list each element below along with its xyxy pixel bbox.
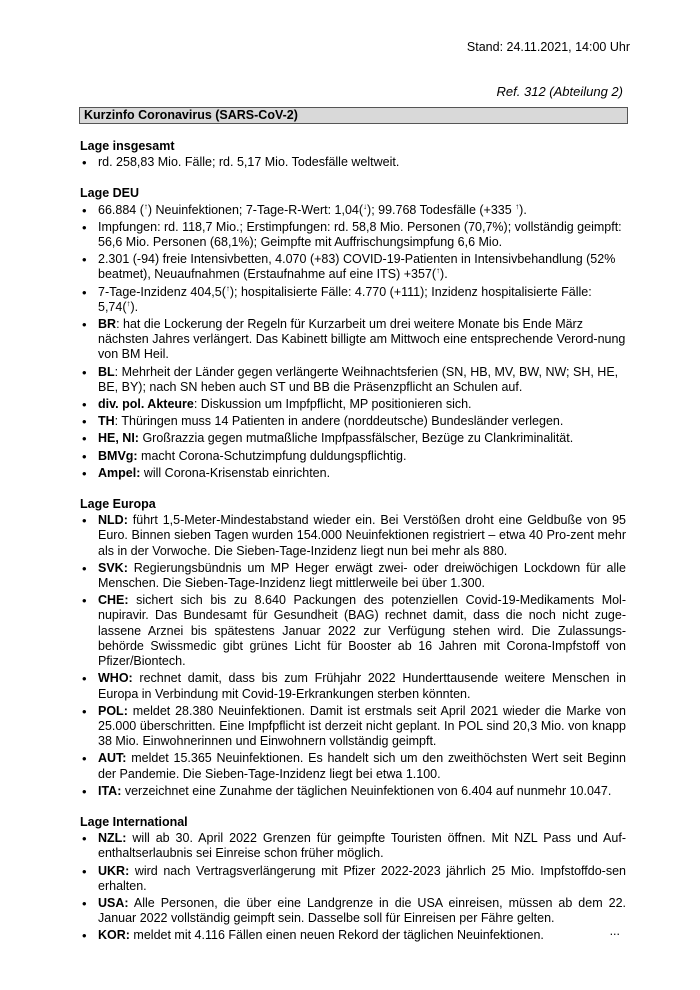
list-item: • BR: hat die Lockerung der Regeln für Kurzarbeit um drei weitere Monate bis Ende März nächsten Jahres verlängert. Das Kabinett billigte am Mittwoch eine entsprechende Verord-nung von BM Heil. xyxy=(80,317,626,363)
list-item: • 7-Tage-Inzidenz 404,5(↑); hospitalisierte Fälle: 4.770 (+111); Inzidenz hospitalisierte Fälle: 5,74(↑). xyxy=(80,285,626,315)
list-item: • WHO: rechnet damit, dass bis zum Frühjahr 2022 Hunderttausende weitere Menschen in Europa in Verbindung mit Covid-19-Erkrankungen sterben könnten. xyxy=(80,671,626,701)
list-item: • SVK: Regierungsbündnis um MP Heger erwägt zwei- oder dreiwöchigen Lockdown für alle Menschen. Die Sieben-Tage-Inzidenz liegt mittlerweile bei über 1.300. xyxy=(80,561,626,591)
list-item: • UKR: wird nach Vertragsverlängerung mit Pfizer 2022-2023 jährlich 25 Mio. Impfstoffdo-sen erhalten. xyxy=(80,864,626,894)
list-item: • NLD: führt 1,5-Meter-Mindestabstand wieder ein. Bei Verstößen droht eine Geldbuße von 95 Euro. Binnen sieben Tagen wurden 154.000 Neuinfektionen registriert – etwa 40 Pro-zent mehr als in der Vorwoche. Die Sieben-Tage-Inzidenz liegt nun bei mehr als 880. xyxy=(80,513,626,559)
document-title: Kurzinfo Coronavirus (SARS-CoV-2) xyxy=(79,107,628,124)
list-item: • BL: Mehrheit der Länder gegen verlängerte Weihnachtsferien (SN, HB, MV, BW, NW; SH, HE, BE, BY); nach SN heben auch ST und BB die Präsenzpflicht an Schulen auf. xyxy=(80,365,626,395)
document-body xyxy=(80,139,626,946)
bullet-list xyxy=(80,203,626,481)
list-item: • POL: meldet 28.380 Neuinfektionen. Damit ist erstmals seit April 2021 wieder die Marke von 25.000 überschritten. Eine Impfpflicht ist derzeit nicht geplant. In POL sind 20,3 Mio. von knapp 38 Mio. Einwohnerinnen und Einwohnern vollständig geimpft. xyxy=(80,704,626,750)
bullet-list xyxy=(80,513,626,799)
list-item: • 66.884 (↑) Neuinfektionen; 7-Tage-R-Wert: 1,04(↓); 99.768 Todesfälle (+335 ↑). xyxy=(80,203,626,218)
section-heading: Lage DEU xyxy=(80,186,140,201)
section-spacer xyxy=(80,801,626,815)
list-item: • AUT: meldet 15.365 Neuinfektionen. Es handelt sich um den zweithöchsten Wert seit Beginn der Pandemie. Die Sieben-Tage-Inzidenz liegt bei etwa 1.100. xyxy=(80,751,626,781)
list-item: • NZL: will ab 30. April 2022 Grenzen für geimpfte Touristen öffnen. Mit NZL Pass und Auf-enthaltserlaubnis sei Einreise schon früher möglich. xyxy=(80,831,626,861)
list-item: • ITA: verzeichnet eine Zunahme der täglichen Neuinfektionen von 6.404 auf nunmehr 10.047. xyxy=(80,784,626,799)
list-item: • USA: Alle Personen, die über eine Landgrenze in die USA einreisen, müssen ab dem 22. Januar 2022 vollständig geimpft sein. Dasselbe soll für Einreisen per Fähre gelten. xyxy=(80,896,626,926)
bullet-list xyxy=(80,155,626,170)
status-date: Stand: 24.11.2021, 14:00 Uhr xyxy=(466,40,630,54)
continuation-marker: ... xyxy=(609,924,620,938)
section-heading: Lage International xyxy=(80,814,188,829)
bullet-list xyxy=(80,831,626,943)
list-item: • HE, NI: Großrazzia gegen mutmaßliche Impfpassfälscher, Bezüge zu Clankriminalität. xyxy=(80,431,626,446)
list-item: • KOR: meldet mit 4.116 Fällen einen neuen Rekord der täglichen Neuinfektionen. xyxy=(80,928,626,943)
list-item: • rd. 258,83 Mio. Fälle; rd. 5,17 Mio. Todesfälle weltweit. xyxy=(80,155,626,170)
section-spacer xyxy=(80,483,626,497)
list-item: • 2.301 (-94) freie Intensivbetten, 4.070 (+83) COVID-19-Patienten in Intensivbehandlung (52% beatmet), Neuaufnahmen (Erstaufnahme auf eine ITS) +357(↑). xyxy=(80,252,626,282)
list-item: • Impfungen: rd. 118,7 Mio.; Erstimpfungen: rd. 58,8 Mio. Personen (70,7%); vollständig geimpft: 56,6 Mio. Personen (68,1%); Geimpfte mit Auffrischungsimpfung 6,6 Mio. xyxy=(80,220,626,250)
section-heading: Lage Europa xyxy=(80,497,156,512)
section-spacer xyxy=(80,172,626,186)
list-item: • BMVg: macht Corona-Schutzimpfung duldungspflichtig. xyxy=(80,449,626,464)
list-item: • div. pol. Akteure: Diskussion um Impfpflicht, MP positionieren sich. xyxy=(80,397,626,412)
reference-line: Ref. 312 (Abteilung 2) xyxy=(496,84,623,99)
list-item: • Ampel: will Corona-Krisenstab einrichten. xyxy=(80,466,626,481)
section-heading: Lage insgesamt xyxy=(80,139,175,153)
list-item: • CHE: sichert sich bis zu 8.640 Packungen des potenziellen Covid-19-Medikaments Mol-nupiravir. Das Bundesamt für Gesundheit (BAG) rechnet damit, dass die noch nicht zuge-lassene Arznei bis spätestens Januar 2022 zur Verfügung stehen wird. Die Zulassungs-behörde Swissmedic gibt grünes Licht für Booster ab 16 Jahren mit Corona-Impfstoff von Pfizer/Biontech. xyxy=(80,593,626,669)
list-item: • TH: Thüringen muss 14 Patienten in andere (norddeutsche) Bundesländer verlegen. xyxy=(80,414,626,429)
